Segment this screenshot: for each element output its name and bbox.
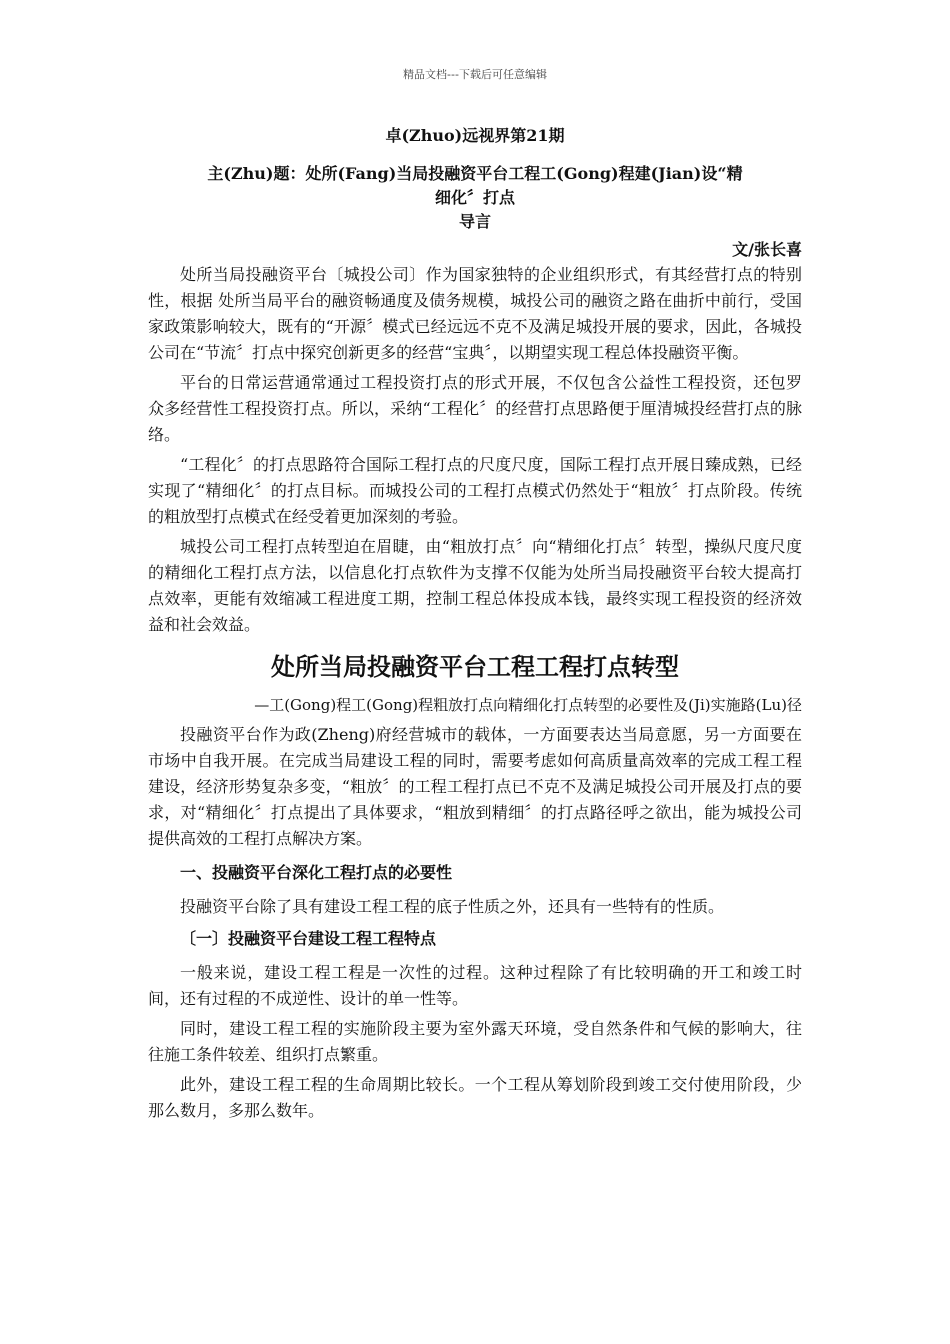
author-byline: 文/张长喜 bbox=[732, 240, 802, 259]
intro-paragraph-2: 平台的日常运营通常通过工程投资打点的形式开展，不仅包含公益性工程投资，还包罗 众多经营性工程投资打点。所以，采纳“工程化〞的经营打点思路便于厘清城投经营打点的脉络。 bbox=[148, 373, 802, 444]
document-body bbox=[148, 124, 802, 1124]
main-paragraph: 投融资平台作为政(Zheng)府经营城市的载体，一方面要表达当局意愿，另一方面要在市场中自我开展。在完成当局建设工程的同时，需要考虑如何高质量高效率的完成工程工程建设，经济形势复杂多变，“粗放〞的工程工程打点已不克不及满足城投公司开展及打点的要求，对“精细化〞打点提出了具体要求，“粗放到精细〞的打点路径呼之欲出，能为城投公司提供高效的工程打点解决方案。 bbox=[148, 725, 802, 848]
main-title: 处所当局投融资平台工程工程打点转型 bbox=[271, 652, 679, 681]
issue-title: 卓(Zhuo)远视界第21期 bbox=[385, 126, 565, 145]
intro-paragraph-1: 处所当局投融资平台〔城投公司〕作为国家独特的企业组织形式，有其经营打点的特别性，根据 处所当局平台的融资畅通度及债务规模，城投公司的融资之路在曲折中前行，受国家政策影响较大，既有的“开源〞模式已经远远不克不及满足城投开展的要求，因此，各城投公司在“节流〞打点中探究创新更多的经营“宝典〞，以期望实现工程总体投融资平衡。 bbox=[148, 265, 802, 362]
section-1-paragraph: 投融资平台除了具有建设工程工程的底子性质之外，还具有一些特有的性质。 bbox=[180, 897, 725, 916]
subsection-1-paragraph-3: 此外，建设工程工程的生命周期比较长。一个工程从筹划阶段到竣工交付使用阶段，少那么数月，多那么数年。 bbox=[148, 1075, 802, 1120]
subsection-1-paragraph-1: 一般来说，建设工程工程是一次性的过程。这种过程除了有比较明确的开工和竣工时间，还有过程的不成逆性、设计的单一性等。 bbox=[148, 963, 802, 1008]
page-header-note: 精品文档---下载后可任意编辑 bbox=[403, 68, 547, 81]
intro-paragraph-4: 城投公司工程打点转型迫在眉睫，由“粗放打点〞向“精细化打点〞转型，操纵尺度尺度的精细化工程打点方法，以信息化打点软件为支撑不仅能为处所当局投融资平台较大提高打点效率，更能有效缩减工程进度工期，控制工程总体投成本钱，最终实现工程投资的经济效益和社会效益。 bbox=[148, 537, 802, 634]
intro-paragraph-3: “工程化〞的打点思路符合国际工程打点的尺度尺度，国际工程打点开展日臻成熟，已经实现了“精细化〞的打点目标。而城投公司的工程打点模式仍然处于“粗放〞打点阶段。传统的粗放型打点模式在经受着更加深刻的考验。 bbox=[148, 455, 802, 526]
subsection-1-paragraph-2: 同时，建设工程工程的实施阶段主要为室外露天环境，受自然条件和气候的影响大，往往施工条件较差、组织打点繁重。 bbox=[148, 1019, 802, 1064]
topic-title-line-2: 细化〞打点 bbox=[434, 188, 515, 207]
section-1-heading: 一、投融资平台深化工程打点的必要性 bbox=[180, 863, 453, 882]
main-subtitle: —工(Gong)程工(Gong)程粗放打点向精细化打点转型的必要性及(Ji)实施路(Lu)径 bbox=[254, 696, 802, 714]
subsection-1-heading: 〔一〕投融资平台建设工程工程特点 bbox=[180, 929, 437, 948]
intro-heading: 导言 bbox=[458, 212, 491, 231]
topic-title-line-1: 主(Zhu)题：处所(Fang)当局投融资平台工程工(Gong)程建(Jian)设“精 bbox=[207, 164, 743, 183]
